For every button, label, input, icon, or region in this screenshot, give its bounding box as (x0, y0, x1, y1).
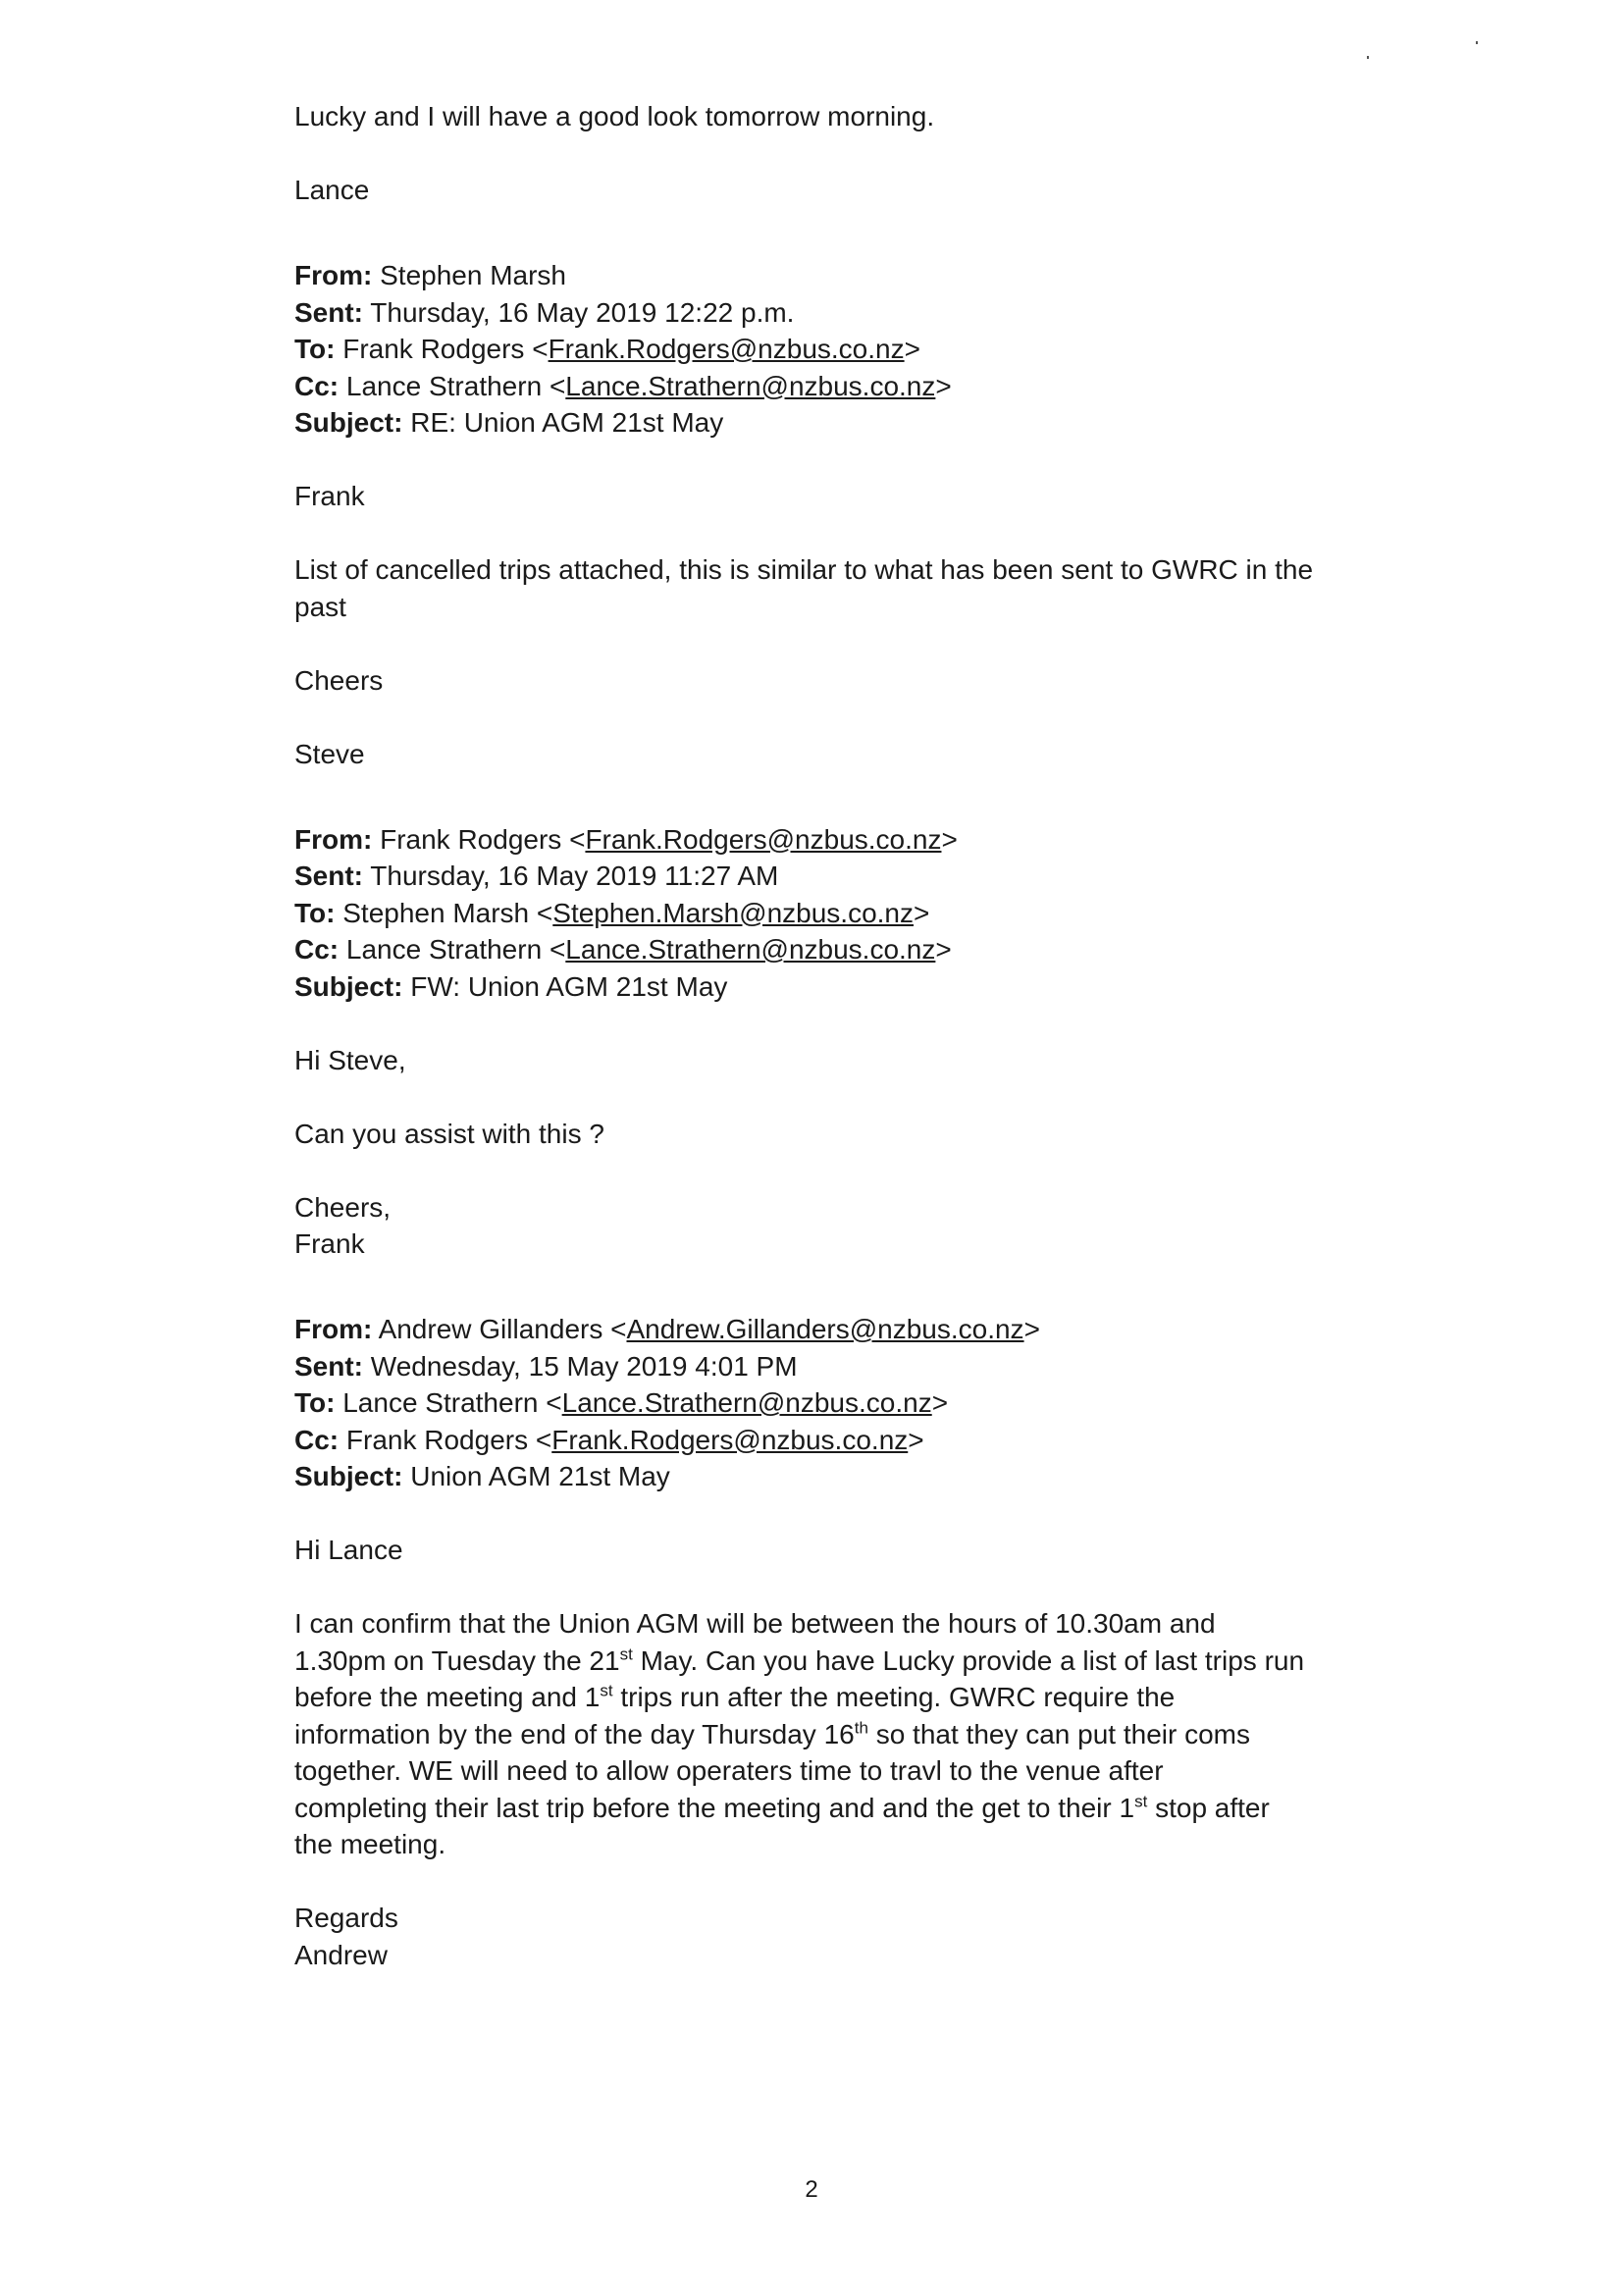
header-sent: Sent: Thursday, 16 May 2019 11:27 AM (294, 861, 779, 891)
email-greeting: Frank (294, 481, 365, 511)
header-sent: Sent: Wednesday, 15 May 2019 4:01 PM (294, 1350, 798, 1382)
email-link[interactable]: Frank.Rodgers@nzbus.co.nz (548, 334, 905, 364)
email-signature: Steve (294, 738, 365, 769)
header-cc: Cc: Frank Rodgers <Frank.Rodgers@nzbus.co.nz> (294, 1424, 924, 1455)
email-link[interactable]: Lance.Strathern@nzbus.co.nz (565, 370, 936, 401)
email-greeting: Hi Lance (294, 1535, 403, 1565)
email-link[interactable]: Lance.Strathern@nzbus.co.nz (561, 1387, 932, 1418)
header-cc: Cc: Lance Strathern <Lance.Strathern@nzbus.co.nz> (294, 934, 952, 965)
scan-speck (1476, 41, 1478, 44)
email-closing: Cheers (294, 664, 384, 696)
header-cc: Cc: Lance Strathern <Lance.Strathern@nzbus.co.nz> (294, 370, 952, 401)
email-thread (294, 98, 1354, 2010)
email-link[interactable]: Andrew.Gillanders@nzbus.co.nz (626, 1314, 1024, 1344)
header-from: From: Andrew Gillanders <Andrew.Gillanders@nzbus.co.nz> (294, 1314, 1040, 1344)
header-subject: Subject: Union AGM 21st May (294, 1461, 670, 1491)
header-to: To: Frank Rodgers <Frank.Rodgers@nzbus.co.nz> (294, 334, 920, 364)
email-closing-signature: Regards Andrew (294, 1903, 398, 1970)
email-closing-signature: Cheers, Frank (294, 1191, 392, 1259)
reply-line: Lucky and I will have a good look tomorrow morning. (294, 101, 935, 131)
header-subject: Subject: FW: Union AGM 21st May (294, 970, 728, 1002)
email-greeting: Hi Steve, (294, 1044, 406, 1075)
page-number: 2 (805, 2176, 818, 2203)
scan-speck (1367, 56, 1369, 59)
email-link[interactable]: Frank.Rodgers@nzbus.co.nz (551, 1424, 909, 1455)
header-sent: Sent: Thursday, 16 May 2019 12:22 p.m. (294, 296, 795, 328)
header-subject: Subject: RE: Union AGM 21st May (294, 407, 724, 438)
email-header-1 (294, 257, 1354, 442)
email-link[interactable]: Frank.Rodgers@nzbus.co.nz (585, 823, 942, 855)
email-body: Can you assist with this ? (294, 1118, 604, 1149)
email-link[interactable]: Lance.Strathern@nzbus.co.nz (565, 934, 936, 965)
header-to: To: Stephen Marsh <Stephen.Marsh@nzbus.co.nz> (294, 897, 930, 928)
email-body: List of cancelled trips attached, this is similar to what has been sent to GWRC in the past (294, 554, 1314, 622)
email-header-2 (294, 821, 1354, 1006)
header-from: From: Stephen Marsh (294, 260, 566, 290)
header-to: To: Lance Strathern <Lance.Strathern@nzbus.co.nz> (294, 1387, 949, 1418)
email-header-3 (294, 1311, 1354, 1495)
email-link[interactable]: Stephen.Marsh@nzbus.co.nz (552, 897, 914, 928)
header-from: From: Frank Rodgers <Frank.Rodgers@nzbus.co.nz> (294, 823, 958, 855)
reply-signoff: Lance (294, 175, 370, 205)
email-body: I can confirm that the Union AGM will be between the hours of 10.30am and 1.30pm on Tuesday the 21st May. Can you have Lucky provide a list of last trips run before the meeting and 1st trips run after the meeting. GWRC require the information by the end of the day Thursday 16th so that they can put their coms together. WE will need to allow operaters time to travl to the venue after completing their last trip before the meeting and and the get to their 1st stop after the meeting. (294, 1608, 1305, 1859)
